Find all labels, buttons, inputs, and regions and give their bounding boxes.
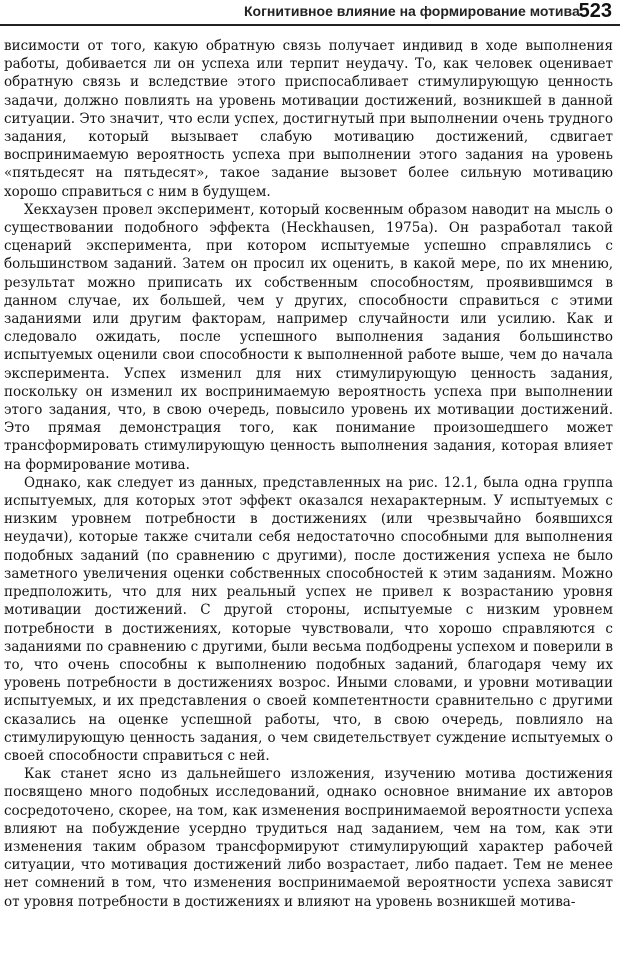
paragraph: Как станет ясно из дальнейшего изложения, изучению мотива достижения посвящено много подобных исследований, однако основное внимание их авторов сосредоточено, скорее, на том, как изменения воспринимаемой вероятности успеха влияют на побуждение усердно трудиться над заданием, чем на том, как эти изменения таким образом трансформируют стимулирующий характер рабочей ситуации, что мотивация достижений либо возрастает, либо падает. Тем не менее нет сомнений в том, что изменения воспринимаемой вероятности успеха зависят от уровня потребности в достижениях и влияют на уровень возникшей мотива-	[4, 766, 613, 910]
page-header	[0, 0, 620, 26]
paragraph: Однако, как следует из данных, представленных на рис. 12.1, была одна группа испытуемых, для которых этот эффект оказался нехарактерным. У испытуемых с низким уровнем потребности в достижениях (или чрезвычайно боявшихся неудачи), которые также считали себя недостаточно способными для выполнения подобных заданий (по сравнению с другими), после достижения успеха не было заметного увеличения оценки собственных способностей к этим заданиям. Можно предположить, что для них реальный успех не привел к возрастанию уровня мотивации достижений. С другой стороны, испытуемые с низким уровнем потребности в достижениях, которые чувствовали, что хорошо справляются с заданиями по сравнению с другими, были весьма подбодрены успехом и поверили в то, что очень способны к выполнению подобных заданий, благодаря чему их уровень потребности в достижениях возрос. Иными словами, и уровни мотивации испытуемых, и их представления о своей компетентности сравнительно с другими сказались на оценке успешной работы, что, в свою очередь, повлияло на стимулирующую ценность задания, о чем свидетельствует суждение испытуемых о своей способности справиться с ней.	[4, 474, 613, 764]
running-title: Когнитивное влияние на формирование мотива	[244, 3, 580, 19]
header-rule	[0, 24, 620, 26]
paragraph: висимости от того, какую обратную связь получает индивид в ходе выполнения работы, добивается ли он успеха или терпит неудачу. То, как человек оценивает обратную связь и вследствие этого приспосабливает стимулирующую ценность задачи, должно повлиять на уровень мотивации достижений, возникшей в данной ситуации. Это значит, что если успех, достигнутый при выполнении очень трудного задания, который вызывает слабую мотивацию достижений, сдвигает воспринимаемую вероятность успеха при выполнении этого задания на уровень «пятьдесят на пятьдесят», такое задание вызовет более сильную мотивацию хорошо справиться с ним в будущем.	[4, 38, 613, 200]
paragraph: Хекхаузен провел эксперимент, который косвенным образом наводит на мысль о существовании подобного эффекта (Heckhausen, 1975a). Он разработал такой сценарий эксперимента, при котором испытуемые успешно справлялись с большинством заданий. Затем он просил их оценить, в какой мере, по их мнению, результат можно приписать их собственным способностям, проявившимся в данном случае, их большей, чем у других, способности справиться с этими заданиями или другим факторам, например случайности или усилию. Как и следовало ожидать, после успешного выполнения задания большинство испытуемых оценили свои способности к выполненной работе выше, чем до начала эксперимента. Успех изменил для них стимулирующую ценность задания, поскольку он изменил их воспринимаемую вероятность успеха при выполнении этого задания, что, в свою очередь, повысило уровень их мотивации достижений. Это прямая демонстрация того, как понимание произошедшего может трансформировать стимулирующую ценность выполнения задания, которая влияет на формирование мотива.	[4, 201, 613, 473]
body-text	[4, 37, 613, 911]
page-number: 523	[578, 0, 612, 22]
